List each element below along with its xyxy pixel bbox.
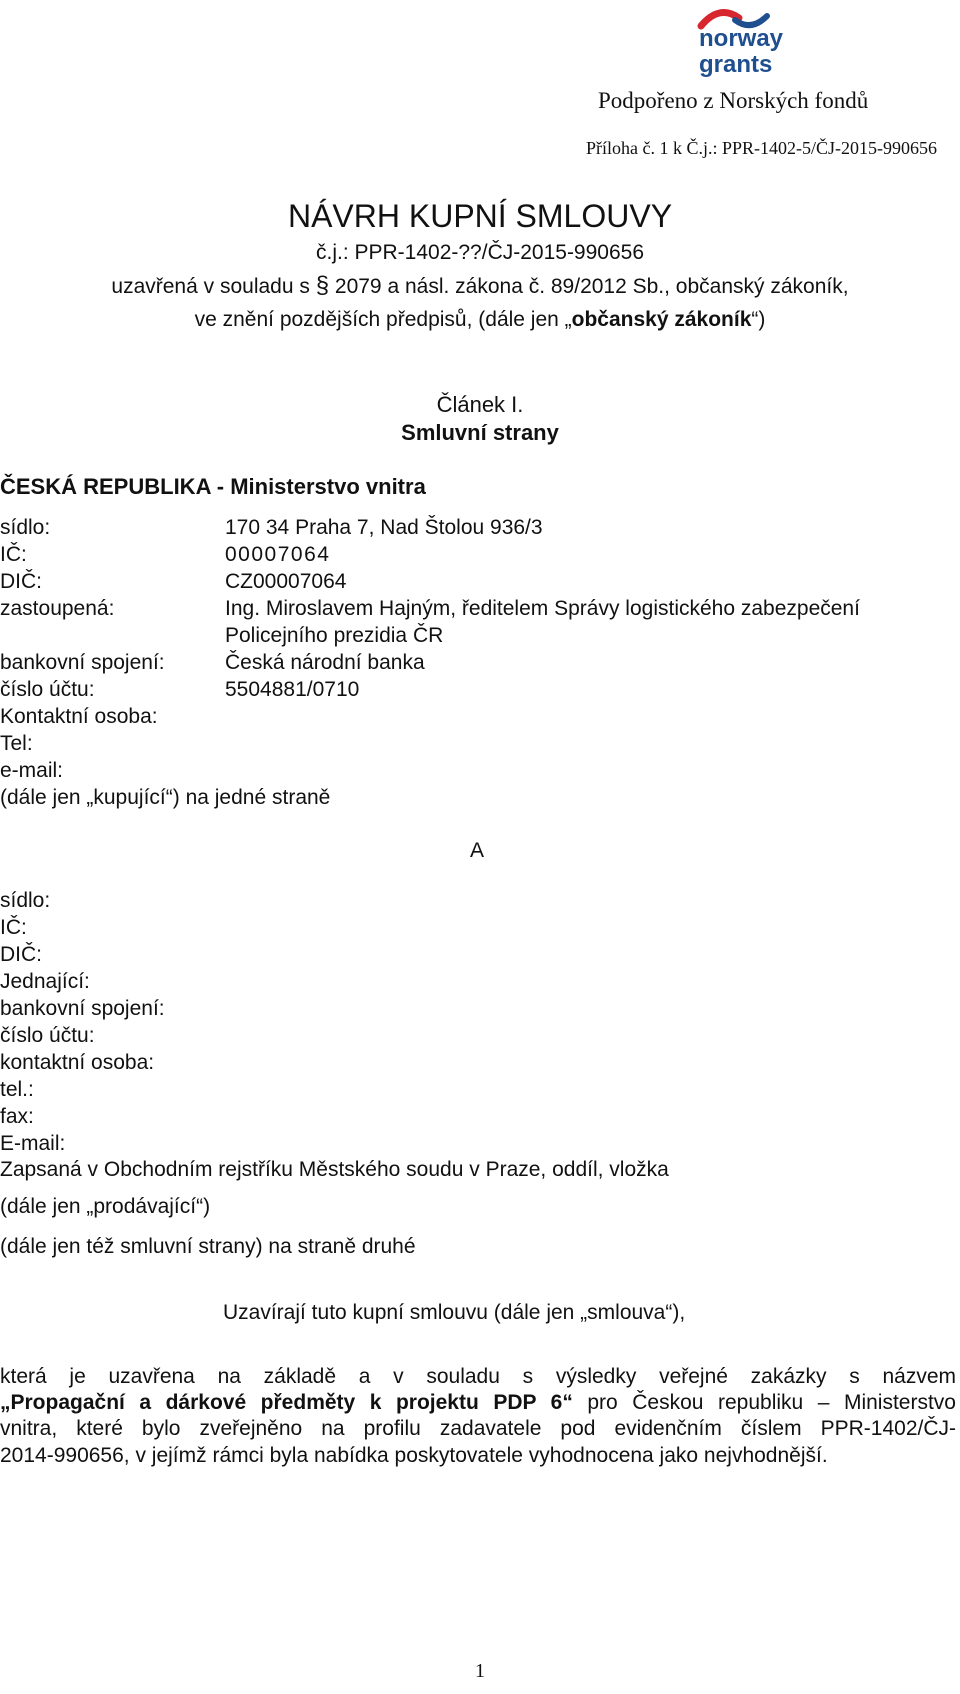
buyer-label-ic: IČ: — [0, 543, 27, 566]
document-reference: č.j.: PPR-1402-??/ČJ-2015-990656 — [315, 241, 645, 264]
body-line-3: vnitra, které bylo zveřejněno na profilu zadavatele pod evidenčním číslem PPR-1402/ČJ- — [0, 1417, 956, 1440]
buyer-label-bank: bankovní spojení: — [0, 651, 165, 674]
buyer-value-bank: Česká národní banka — [225, 651, 425, 674]
body-line-4: 2014-990656, v jejímž rámci byla nabídka poskytovatele vyhodnocena jako nejvhodnější. — [0, 1444, 828, 1467]
logo-text-norway: norway — [699, 25, 784, 52]
body-line-2-rest: pro Českou republiku – Ministerstvo — [572, 1391, 956, 1414]
article-title: Smluvní strany — [401, 420, 559, 445]
buyer-label-tel: Tel: — [0, 732, 33, 755]
buyer-label-seat: sídlo: — [0, 516, 51, 539]
body-line-2 — [0, 1390, 956, 1416]
title-line-1-pre: uzavřená v souladu s — [111, 275, 316, 298]
title-line-2-bold: občanský zákoník — [571, 308, 752, 331]
buyer-label-email: e-mail: — [0, 759, 64, 782]
buyer-value-ic: 00007064 — [225, 543, 331, 566]
document-title: NÁVRH KUPNÍ SMLOUVY — [287, 198, 673, 234]
buyer-value-represented-cont: Policejního prezidia ČR — [225, 624, 444, 647]
buyer-label-represented: zastoupená: — [0, 597, 115, 620]
seller-label-seat: sídlo: — [0, 889, 51, 912]
seller-label-fax: fax: — [0, 1105, 34, 1128]
title-line-2-post: “) — [751, 308, 766, 331]
buyer-label-account: číslo účtu: — [0, 678, 95, 701]
title-line-1-post: 2079 a násl. zákona č. 89/2012 Sb., občanský zákoník, — [329, 275, 849, 298]
seller-label-dic: DIČ: — [0, 943, 42, 966]
seller-label-account: číslo účtu: — [0, 1024, 95, 1047]
seller-label-bank: bankovní spojení: — [0, 997, 165, 1020]
attachment-reference: Příloha č. 1 k Č.j.: PPR-1402-5/ČJ-2015-990656 — [586, 138, 938, 158]
article-number: Článek I. — [436, 392, 524, 417]
title-line-1 — [0, 273, 960, 300]
supported-by: Podpořeno z Norských fondů — [598, 88, 869, 113]
buyer-value-represented: Ing. Miroslavem Hajným, ředitelem Správy logistického zabezpečení — [225, 597, 860, 620]
buyer-label-dic: DIČ: — [0, 570, 42, 593]
body-line-1: která je uzavřena na základě a v souladu s výsledky veřejné zakázky s názvem — [0, 1365, 956, 1388]
buyer-value-dic: CZ00007064 — [225, 570, 347, 593]
parties-note: (dále jen též smluvní strany) na straně druhé — [0, 1235, 416, 1258]
logo-text-grants: grants — [699, 51, 773, 78]
seller-role: (dále jen „prodávající“) — [0, 1195, 211, 1218]
section-symbol: § — [315, 272, 330, 299]
buyer-role: (dále jen „kupující“) na jedné straně — [0, 786, 331, 809]
seller-label-tel: tel.: — [0, 1078, 34, 1101]
title-line-2-pre: ve znění pozdějších předpisů, (dále jen „ — [194, 308, 572, 331]
buyer-value-account: 5504881/0710 — [225, 678, 360, 701]
page-number: 1 — [475, 1660, 485, 1682]
seller-label-contact: kontaktní osoba: — [0, 1051, 155, 1074]
conclude-statement: Uzavírají tuto kupní smlouvu (dále jen „smlouva“), — [223, 1301, 686, 1324]
seller-label-ic: IČ: — [0, 916, 27, 939]
title-line-2 — [0, 307, 960, 333]
seller-register: Zapsaná v Obchodním rejstříku Městského soudu v Praze, oddíl, vložka — [0, 1158, 669, 1181]
norway-grants-logo — [695, 2, 825, 78]
buyer-label-contact: Kontaktní osoba: — [0, 705, 158, 728]
buyer-name: ČESKÁ REPUBLIKA - Ministerstvo vnitra — [0, 474, 426, 499]
conjunction: A — [470, 839, 485, 862]
seller-label-acting: Jednající: — [0, 970, 90, 993]
tender-name: „Propagační a dárkové předměty k projektu PDP 6“ — [0, 1391, 573, 1414]
buyer-value-seat: 170 34 Praha 7, Nad Štolou 936/3 — [225, 516, 543, 539]
seller-label-email: E-mail: — [0, 1132, 66, 1155]
